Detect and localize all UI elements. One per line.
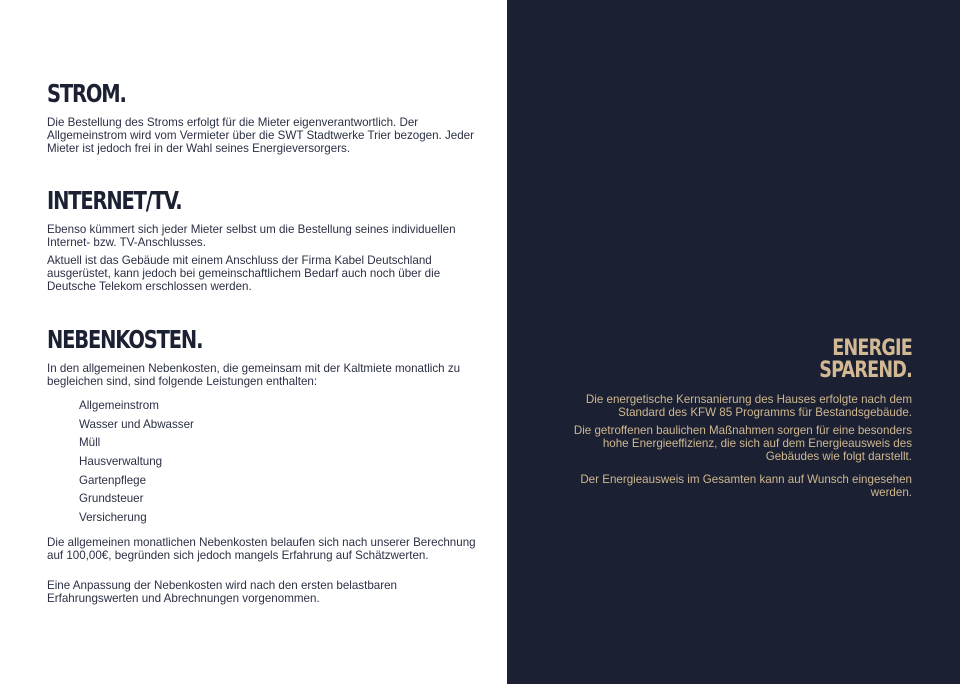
energie-paragraph-1: Die energetische Kernsanierung des Hauses erfolgte nach dem Standard des KFW 85 Programms für Bestandsgebäude. [585, 393, 912, 419]
list-item: Hausverwaltung [79, 455, 163, 469]
strom-heading: STROM. [47, 79, 126, 108]
list-item: Versicherung [79, 511, 147, 525]
list-item: Gartenpflege [79, 473, 147, 487]
list-item: Grundsteuer [79, 492, 144, 506]
energie-paragraph-2: Die getroffenen baulichen Maßnahmen sorgen für eine besonders hohe Energieeffizienz, die sich auf dem Energieausweis des Gebäudes wie folgt darstellt. [573, 424, 912, 463]
list-item: Müll [79, 436, 101, 450]
energie-heading [819, 338, 912, 382]
energie-heading-line-2: SPAREND. [819, 358, 912, 383]
nebenkosten-paragraph-2: Eine Anpassung der Nebenkosten wird nach den ersten belastbaren Erfahrungswerten und Abrechnungen vorgenommen. [47, 579, 397, 605]
internet-heading: INTERNET/TV. [47, 186, 182, 215]
right-page [507, 0, 960, 684]
nebenkosten-intro: In den allgemeinen Nebenkosten, die gemeinsam mit der Kaltmiete monatlich zu begleichen sind, sind folgende Leistungen enthalten: [47, 362, 461, 388]
internet-paragraph-2: Aktuell ist das Gebäude mit einem Anschluss der Firma Kabel Deutschland ausgerüstet, kann jedoch bei gemeinschaftlichem Bedarf auch noch über die Deutsche Telekom erschlossen werden. [47, 254, 441, 293]
nebenkosten-paragraph-1: Die allgemeinen monatlichen Nebenkosten belaufen sich nach unserer Berechnung auf 100,00€, begründen sich jedoch mangels Erfahrung auf Schätzwerten. [47, 536, 476, 562]
energie-heading-line-1: ENERGIE [832, 336, 912, 361]
list-item: Allgemeinstrom [79, 399, 159, 412]
internet-paragraph-1: Ebenso kümmert sich jeder Mieter selbst um die Bestellung seines individuellen Internet- bzw. TV-Anschlusses. [47, 223, 456, 249]
nebenkosten-list [79, 399, 194, 530]
nebenkosten-heading: NEBENKOSTEN. [47, 325, 203, 354]
strom-paragraph: Die Bestellung des Stroms erfolgt für die Mieter eigenverantwortlich. Der Allgemeinstrom wird vom Vermieter über die SWT Stadtwerke Trier bezogen. Jeder Mieter ist jedoch frei in der Wahl seines Energieversorgers. [47, 116, 474, 155]
list-item: Wasser und Abwasser [79, 417, 194, 431]
energie-paragraph-3: Der Energieausweis im Gesamten kann auf Wunsch eingesehen werden. [580, 473, 912, 499]
